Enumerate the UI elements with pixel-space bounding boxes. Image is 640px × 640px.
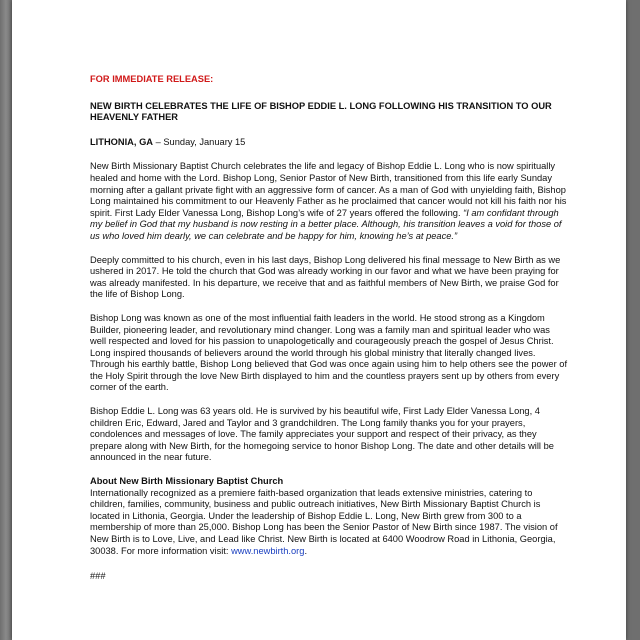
paragraph-4: Bishop Eddie L. Long was 63 years old. He is survived by his beautiful wife, First Lady Elder Vanessa Long, 4 children Eric, Edward, Jared and Taylor and 3 grandchildren. The Long family thanks you for your prayers, condolences and messages of love. The family appreciates your support and respect of their privacy, as they prepare along with New Birth, for the homegoing service to honor Bishop Long. The date and other details will be announced in the near future. (90, 406, 554, 463)
release-label: FOR IMMEDIATE RELEASE: (90, 74, 214, 84)
headline: NEW BIRTH CELEBRATES THE LIFE OF BISHOP EDDIE L. LONG FOLLOWING HIS TRANSITION TO OUR HEAVENLY FATHER (90, 100, 552, 123)
end-mark: ### (90, 571, 106, 582)
about-title: About New Birth Missionary Baptist Church (90, 476, 284, 487)
paragraph-1-quote: “I am confidant through my belief in God that my husband is now resting in a better place. Although, his transition leaves a void for those of us who loved him dearly, we can celebrate and be happy for him, knowing he’s at peace.” (90, 207, 562, 241)
press-release-page (12, 0, 626, 640)
paragraph-1-text: New Birth Missionary Baptist Church celebrates the life and legacy of Bishop Eddie L. Long who is now spiritually healed and home with the Lord. Bishop Long, Senior Pastor of New Birth, transitioned from this life early Sunday morning after a gallant private fight with an aggressive form of cancer. As a man of God with unyielding faith, Bishop Long maintained his commitment to our Heavenly Father as he proclaimed that cancer would not kill his faith nor his spirit. First Lady Elder Vanessa Long, Bishop Long’s wife of 27 years offered the following. (90, 161, 567, 218)
website-link[interactable]: www.newbirth.org (231, 545, 305, 556)
document-body (90, 74, 568, 583)
dateline-date: – Sunday, January 15 (153, 136, 246, 147)
dateline-place: LITHONIA, GA (90, 136, 154, 147)
dateline (90, 137, 568, 149)
paragraph-3: Bishop Long was known as one of the most influential faith leaders in the world. He stood strong as a Kingdom Builder, pioneering leader, and revolutionary mind changer. Long was a family man and spiritual leader who was well respected and loved for his passion to unapologetically and courageously preach the gospel of Jesus Christ. Long inspired thousands of believers around the world through his global ministry that literally changed lives. Through his earthly battle, Bishop Long believed that God was once again using him to help others see the power of the Holy Spirit through the love New Birth displayed to him and the countless prayers sent up by others from every corner of the earth. (90, 312, 568, 393)
about-section (90, 476, 568, 557)
about-body: Internationally recognized as a premiere faith-based organization that leads extensive ministries, catering to children, families, community, business and public outreach initiatives, New Birth Missionary Baptist Church is located in Lithonia, Georgia. Under the leadership of Bishop Eddie L. Long, New Birth grew from 300 to a membership of more than 25,000. Bishop Long has been the Senior Pastor of New Birth since 1987. The vision of New Birth is to Love, Live, and Lead like Christ. New Birth is located at 6400 Woodrow Road in Lithonia, Georgia, 30038. For more information visit: (90, 487, 558, 556)
paragraph-2: Deeply committed to his church, even in his last days, Bishop Long delivered his final message to New Birth as we ushered in 2017. He told the church that God was already working in our favor and what we have been praying for was already manifested. In his departure, we receive that and as faithful members of New Birth, we praise God for the life of Bishop Long. (90, 254, 561, 300)
about-link-suffix: . (304, 545, 308, 556)
paragraph-1 (90, 161, 568, 242)
about-text (90, 488, 568, 558)
